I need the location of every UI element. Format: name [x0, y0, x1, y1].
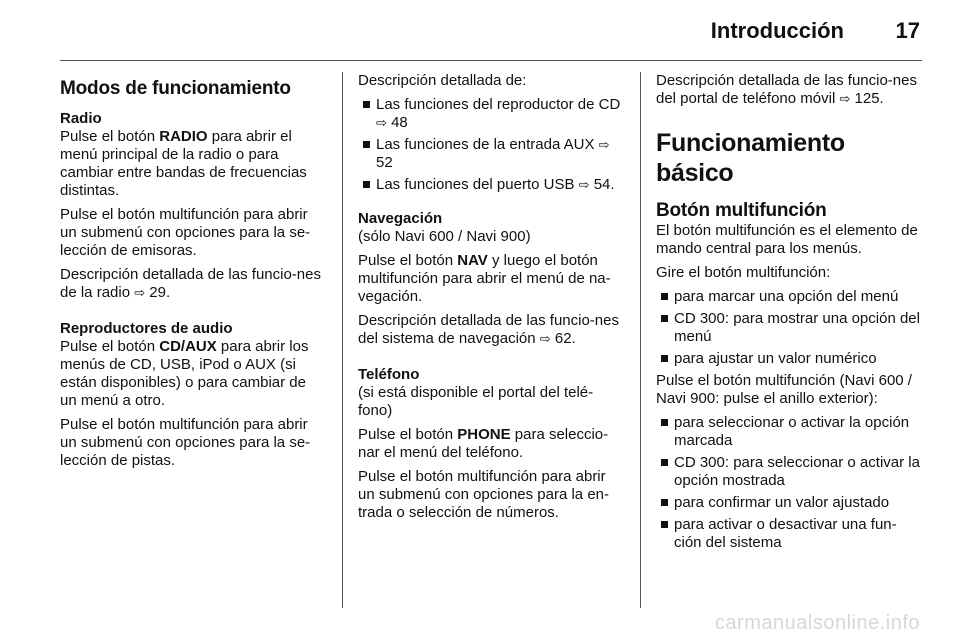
paragraph: Pulse el botón RADIO para abrir el menú principal de la radio o para cambiar entre bandas de frecuencias distintas.: [60, 128, 307, 199]
bullet-icon: [661, 499, 668, 506]
paragraph: Descripción detallada de:: [358, 72, 527, 89]
list-item: Las funciones del puerto USB ⇨ 54.: [358, 176, 624, 194]
bullet-icon: [363, 101, 370, 108]
paragraph: Pulse el botón multifunción para abrir un submenú con opciones para la se-lección de emisoras.: [60, 206, 311, 259]
heading-radio: Radio: [60, 110, 102, 127]
column-2: [358, 72, 624, 528]
page-header: [60, 14, 922, 48]
paragraph: Gire el botón multifunción:: [656, 264, 831, 281]
paragraph: Pulse el botón multifunción para abrir un submenú con opciones para la en-trada o selección de números.: [358, 468, 610, 521]
paragraph: Pulse el botón multifunción (Navi 600 / Navi 900: pulse el anillo exterior):: [656, 372, 912, 407]
watermark: carmanualsonline.info: [714, 612, 920, 634]
bullet-icon: [363, 141, 370, 148]
page-reference[interactable]: 125.: [854, 90, 884, 107]
bullet-icon: [661, 355, 668, 362]
column-1: [60, 72, 326, 476]
header-title: Introducción: [710, 18, 844, 43]
list-item: para marcar una opción del menú: [656, 288, 922, 306]
page-reference-arrow-icon: ⇨: [598, 137, 610, 152]
list-item: para confirmar un valor ajustado: [656, 494, 922, 512]
list-item: para seleccionar o activar la opción marcada: [656, 414, 922, 450]
page-reference[interactable]: 29.: [149, 284, 171, 301]
key-nav: NAV: [457, 252, 488, 269]
bullet-icon: [661, 315, 668, 322]
page-reference[interactable]: 52: [376, 154, 393, 171]
key-radio: RADIO: [159, 128, 208, 145]
section-title-basic-operation: Funcionamiento básico: [656, 129, 845, 187]
paragraph: Descripción detallada de las funcio-nes del sistema de navegación ⇨ 62.: [358, 312, 619, 347]
paragraph: (si está disponible el portal del telé-fono): [358, 384, 594, 419]
bullet-icon: [661, 459, 668, 466]
list-item: Las funciones de la entrada AUX ⇨ 52: [358, 136, 624, 172]
page-reference[interactable]: 62.: [554, 330, 576, 347]
heading-phone: Teléfono: [358, 366, 420, 383]
heading-multifunction-knob: Botón multifunción: [656, 200, 827, 221]
page-reference-arrow-icon: ⇨: [134, 285, 146, 300]
list-item: CD 300: para mostrar una opción del menú: [656, 310, 922, 346]
paragraph: (sólo Navi 600 / Navi 900): [358, 228, 531, 245]
paragraph: Pulse el botón PHONE para seleccio-nar el menú del teléfono.: [358, 426, 609, 461]
bullet-icon: [363, 181, 370, 188]
paragraph: Pulse el botón NAV y luego el botón multifunción para abrir el menú de na-vegación.: [358, 252, 611, 305]
heading-navigation: Navegación: [358, 210, 443, 227]
key-phone: PHONE: [457, 426, 511, 443]
paragraph: El botón multifunción es el elemento de mando central para los menús.: [656, 222, 918, 257]
page-number: 17: [895, 18, 920, 43]
page-reference-arrow-icon: ⇨: [539, 331, 551, 346]
page-reference[interactable]: 48: [391, 114, 408, 131]
column-divider: [342, 72, 343, 608]
header-divider: [60, 60, 922, 61]
column-divider: [640, 72, 641, 608]
page-reference[interactable]: 54.: [593, 176, 615, 193]
paragraph: Descripción detallada de las funcio-nes del portal de teléfono móvil ⇨ 125.: [656, 72, 917, 107]
bullet-icon: [661, 521, 668, 528]
page-reference-arrow-icon: ⇨: [376, 115, 387, 130]
paragraph: Pulse el botón multifunción para abrir un submenú con opciones para la se-lección de pistas.: [60, 416, 311, 469]
heading-audio: Reproductores de audio: [60, 320, 233, 337]
page-reference-arrow-icon: ⇨: [839, 91, 851, 106]
list-item: CD 300: para seleccionar o activar la opción mostrada: [656, 454, 922, 490]
column-3: [656, 72, 922, 556]
paragraph: Descripción detallada de las funcio-nes de la radio ⇨ 29.: [60, 266, 321, 301]
section-title-modes: Modos de funcionamiento: [60, 78, 291, 99]
list-item: para ajustar un valor numérico: [656, 350, 922, 368]
paragraph: Pulse el botón CD/AUX para abrir los menús de CD, USB, iPod o AUX (si están disponibles) o para cambiar de un menú a otro.: [60, 338, 309, 409]
bullet-icon: [661, 293, 668, 300]
bullet-icon: [661, 419, 668, 426]
list-item: para activar o desactivar una fun-ción del sistema: [656, 516, 922, 552]
key-cd-aux: CD/AUX: [159, 338, 217, 355]
list-item: Las funciones del reproductor de CD ⇨ 48: [358, 96, 624, 132]
page-reference-arrow-icon: ⇨: [578, 177, 590, 192]
